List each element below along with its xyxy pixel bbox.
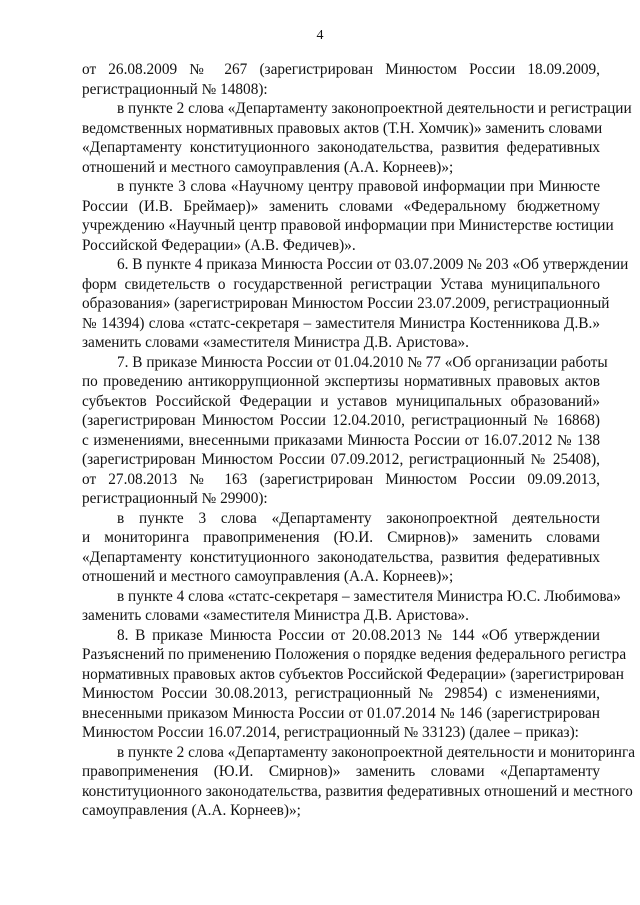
text-line: правоприменения (Ю.И. Смирнов)» заменить словами «Департаменту	[82, 763, 600, 780]
text-line: отношений и местного самоуправления (А.А. Корнеев)»;	[82, 158, 454, 176]
page-number: 4	[316, 28, 324, 43]
text-line: самоуправления (А.А. Корнеев)»;	[82, 802, 301, 819]
text-line: 7. В приказе Минюста России от 01.04.2010 № 77 «Об организации работы	[117, 353, 608, 371]
paragraph	[82, 255, 629, 353]
paragraph	[82, 99, 632, 177]
paragraph	[82, 509, 600, 587]
text-line: (зарегистрирован Минюстом России 12.04.2010, регистрационный № 16868)	[82, 412, 600, 429]
text-line: учреждению «Научный центр правовой информации при Министерстве юстиции	[82, 217, 614, 234]
text-line: Российской Федерации» (А.В. Федичев)».	[82, 236, 356, 254]
text-line: Минюстом России 16.07.2014, регистрационный № 33123) (далее – приказ):	[82, 724, 579, 741]
text-line: «Департаменту конституционного законодательства, развития федеративных	[82, 548, 600, 566]
text-line: в пункте 2 слова «Департаменту законопроектной деятельности и мониторинга	[117, 743, 636, 761]
paragraph	[82, 626, 627, 743]
text-line: в пункте 3 слова «Департаменту законопроектной деятельности	[117, 509, 600, 527]
paragraph	[82, 60, 600, 99]
text-line: в пункте 2 слова «Департаменту законопроектной деятельности и регистрации	[117, 100, 632, 117]
text-line: Разъяснений по применению Положения о порядке ведения федерального регистра	[82, 646, 627, 663]
text-line: субъектов Российской Федерации и уставов муниципальных образований»	[82, 392, 600, 410]
text-line: регистрационный № 14808):	[82, 80, 268, 98]
text-line: образования» (зарегистрирован Минюстом России 23.07.2009, регистрационный	[82, 295, 610, 312]
paragraph	[82, 743, 636, 821]
text-line: России (И.В. Бреймаер)» заменить словами «Федеральному бюджетному	[82, 197, 600, 215]
text-line: регистрационный № 29900):	[82, 490, 268, 507]
text-line: форм свидетельств о государственной регистрации Устава муниципального	[82, 275, 600, 293]
paragraph	[82, 353, 608, 509]
text-line: в пункте 4 слова «статс-секретаря – заместителя Министра Ю.С. Любимова»	[117, 587, 621, 605]
text-line: заменить словами «заместителя Министра Д.В. Аристова».	[82, 607, 469, 624]
text-line: конституционного законодательства, развития федеративных отношений и местного	[82, 782, 633, 800]
text-line: от 26.08.2009 № 267 (зарегистрирован Минюстом России 18.09.2009,	[82, 61, 600, 78]
text-line: Минюстом России 30.08.2013, регистрационный № 29854) с изменениями,	[82, 685, 600, 702]
text-line: ведомственных нормативных правовых актов (Т.Н. Хомчик)» заменить словами	[82, 119, 603, 137]
text-line: по проведению антикоррупционной экспертизы нормативных правовых актов	[82, 373, 600, 390]
text-line: 6. В пункте 4 приказа Минюста России от 03.07.2009 № 203 «Об утверждении	[117, 256, 629, 273]
document-body	[82, 60, 636, 821]
text-line: и мониторинга правоприменения (Ю.И. Смирнов)» заменить словами	[82, 529, 600, 546]
text-line: нормативных правовых актов субъектов Российской Федерации» (зарегистрирован	[82, 665, 624, 683]
text-line: заменить словами «заместителя Министра Д.В. Аристова».	[82, 334, 469, 351]
text-line: 8. В приказе Минюста России от 20.08.2013 № 144 «Об утверждении	[117, 626, 600, 644]
paragraph	[82, 587, 621, 626]
paragraph	[82, 177, 614, 255]
text-line: № 14394) слова «статс-секретаря – заместителя Министра Костенникова Д.В.»	[82, 314, 600, 332]
text-line: «Департаменту конституционного законодательства, развития федеративных	[82, 139, 600, 156]
text-line: от 27.08.2013 № 163 (зарегистрирован Минюстом России 09.09.2013,	[82, 470, 600, 488]
text-line: отношений и местного самоуправления (А.А. Корнеев)»;	[82, 568, 454, 585]
text-line: в пункте 3 слова «Научному центру правовой информации при Минюсте	[117, 178, 600, 195]
text-line: с изменениями, внесенными приказами Минюста России от 16.07.2012 № 138	[82, 431, 600, 449]
text-line: внесенными приказом Минюста России от 01.07.2014 № 146 (зарегистрирован	[82, 704, 600, 722]
text-line: (зарегистрирован Минюстом России 07.09.2012, регистрационный № 25408),	[82, 451, 600, 468]
